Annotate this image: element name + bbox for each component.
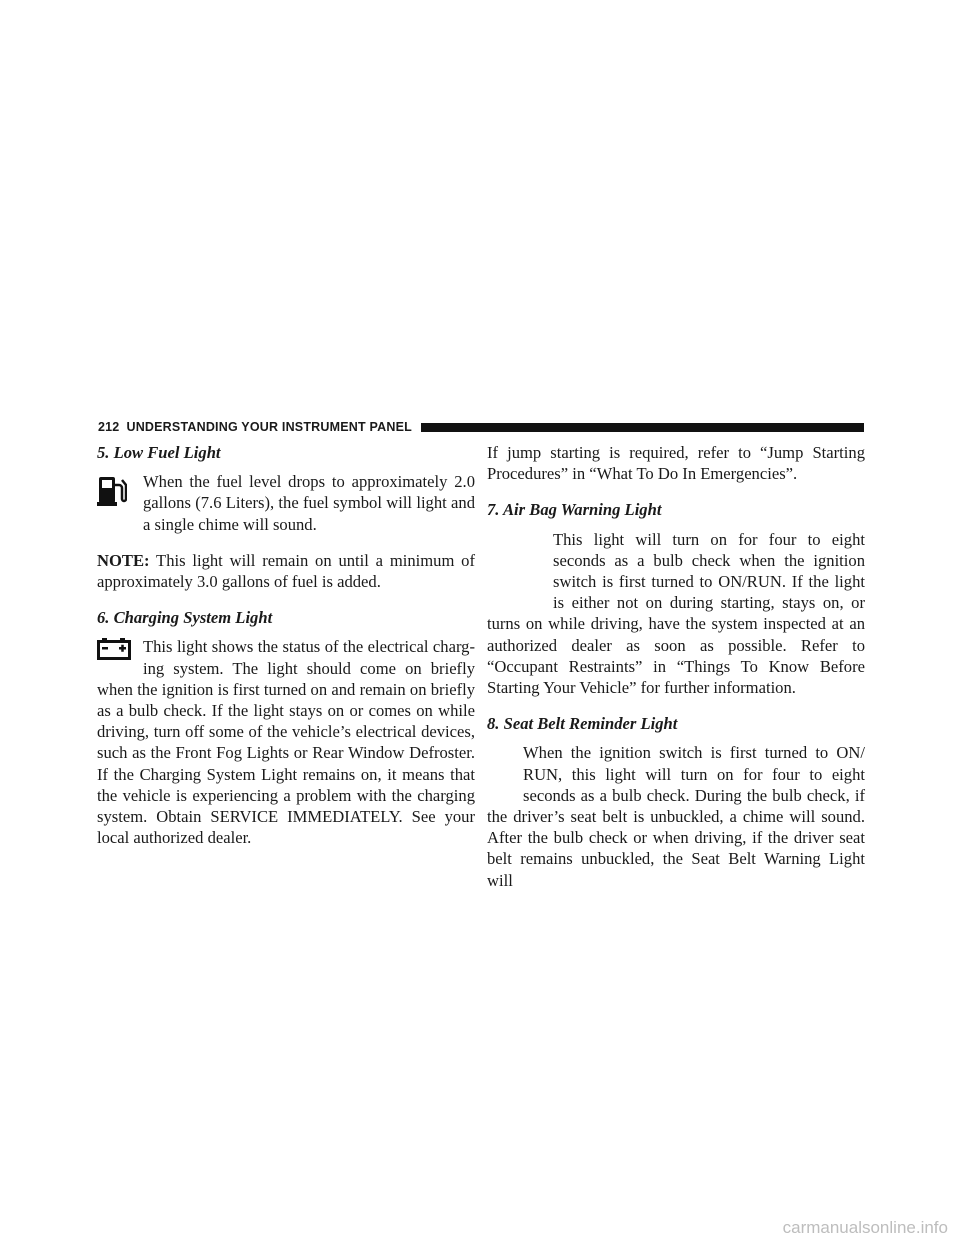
- seat-belt-paragraph: [487, 742, 865, 890]
- charging-paragraph: [97, 636, 475, 848]
- battery-icon: [97, 638, 137, 668]
- low-fuel-heading: 5. Low Fuel Light: [97, 443, 221, 462]
- charging-body: This light shows the status of the electrical charg-ing system. The light should come on briefly when the ignition is first turned on and remain on briefly as a bulb check. If the light stays on or comes on while driving, turn off some of the vehicle’s electrical devices, such as the Front Fog Lights or Rear Window Defroster. If the Charging System Light remains on, it means that the vehicle is experiencing a problem with the charging system. Obtain SERVICE IMMEDIATELY. See your local authorized dealer.: [97, 637, 475, 848]
- left-column: [97, 442, 475, 863]
- note-label: NOTE:: [97, 550, 150, 570]
- jump-start-paragraph: If jump starting is required, refer to “Jump Starting Procedures” in “What To Do In Emergencies”.: [487, 443, 865, 484]
- note-paragraph: [97, 550, 475, 592]
- low-fuel-paragraph: [97, 471, 475, 535]
- page-header: [98, 418, 864, 436]
- note-text: This light will remain on until a minimum of approximately 3.0 gallons of fuel is added.: [97, 550, 475, 592]
- header-rule: [421, 423, 864, 432]
- air-bag-heading: 7. Air Bag Warning Light: [487, 500, 662, 520]
- watermark: carmanualsonline.info: [782, 1218, 948, 1237]
- air-bag-body: This light will turn on for four to eight seconds as a bulb check when the ignition switch is first turned to ON/RUN. If the light is either not on during starting, stays on, or turns on while driving, have the system inspected at an authorized dealer as soon as possible. Refer to “Occupant Restraints” in “Things To Know Before Starting Your Vehicle” for further information.: [487, 529, 865, 698]
- seat-belt-heading: 8. Seat Belt Reminder Light: [487, 714, 678, 734]
- low-fuel-body: When the fuel level drops to approximately 2.0 gallons (7.6 Liters), the fuel symbol will light and a single chime will sound.: [143, 472, 475, 534]
- charging-heading: 6. Charging System Light: [97, 608, 273, 628]
- air-bag-paragraph: [487, 529, 865, 699]
- section-title: UNDERSTANDING YOUR INSTRUMENT PANEL: [126, 420, 412, 434]
- right-column: [487, 442, 865, 906]
- seat-belt-icon: [487, 744, 517, 804]
- page-number: 212: [98, 420, 120, 434]
- air-bag-icon: [487, 531, 547, 611]
- seat-belt-body: When the ignition switch is first turned to ON/ RUN, this light will turn on for four to eight seconds as a bulb check. During the bulb check, if the driver’s seat belt is unbuckled, a chime will sound. After the bulb check or when driving, if the driver seat belt remains unbuckled, the Seat Belt Warning Light will: [487, 743, 865, 890]
- fuel-pump-icon: [97, 473, 137, 515]
